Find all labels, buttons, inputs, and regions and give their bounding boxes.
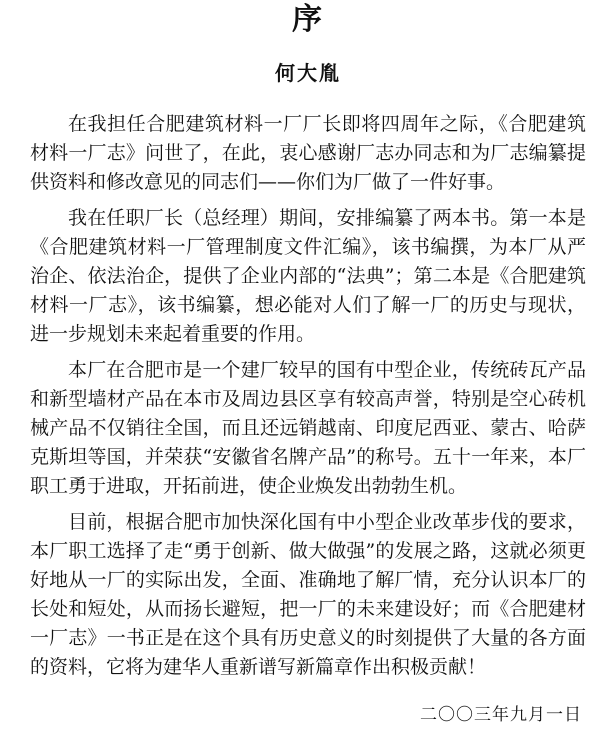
paragraph-3: 本厂在合肥市是一个建厂较早的国有中型企业，传统砖瓦产品和新型墙材产品在本市及周边县区享有较高声誉，特别是空心砖机械产品不仅销往全国，而且还远销越南、印度尼西亚、蒙古、哈萨克斯坦等国，并荣获“安徽省名牌产品”的称号。五十一年来，本厂职工勇于进取，开拓前进，使企业焕发出勃勃生机。 bbox=[30, 359, 586, 497]
paragraph-2: 我在任职厂长（总经理）期间，安排编纂了两本书。第一本是《合肥建筑材料一厂管理制度文件汇编》，该书编撰，为本厂从严治企、依法治企，提供了企业内部的“法典”；第二本是《合肥建筑材料一厂志》，该书编纂，想必能对人们了解一厂的历史与现状，进一步规划未来起着重要的作用。 bbox=[30, 207, 586, 345]
paragraph-4: 目前，根据合肥市加快深化国有中小型企业改革步伐的要求，本厂职工选择了走“勇于创新、做大做强”的发展之路，这就必须更好地从一厂的实际出发，全面、准确地了解厂情，充分认识本厂的长处和短处，从而扬长避短，把一厂的未来建设好；而《合肥建材一厂志》一书正是在这个具有历史意义的时刻提供了大量的各方面的资料，它将为建华人重新谱写新篇章作出积极贡献！ bbox=[30, 511, 586, 678]
body-text bbox=[30, 110, 586, 689]
paragraph-1: 在我担任合肥建筑材料一厂厂长即将四周年之际，《合肥建筑材料一厂志》问世了，在此，衷心感谢厂志办同志和为厂志编纂提供资料和修改意见的同志们——你们为厂做了一件好事。 bbox=[30, 113, 586, 193]
author-name: 何大胤 bbox=[275, 61, 341, 85]
signature-date: 二〇〇三年九月一日 bbox=[420, 705, 582, 725]
page-title: 序 bbox=[292, 2, 324, 37]
